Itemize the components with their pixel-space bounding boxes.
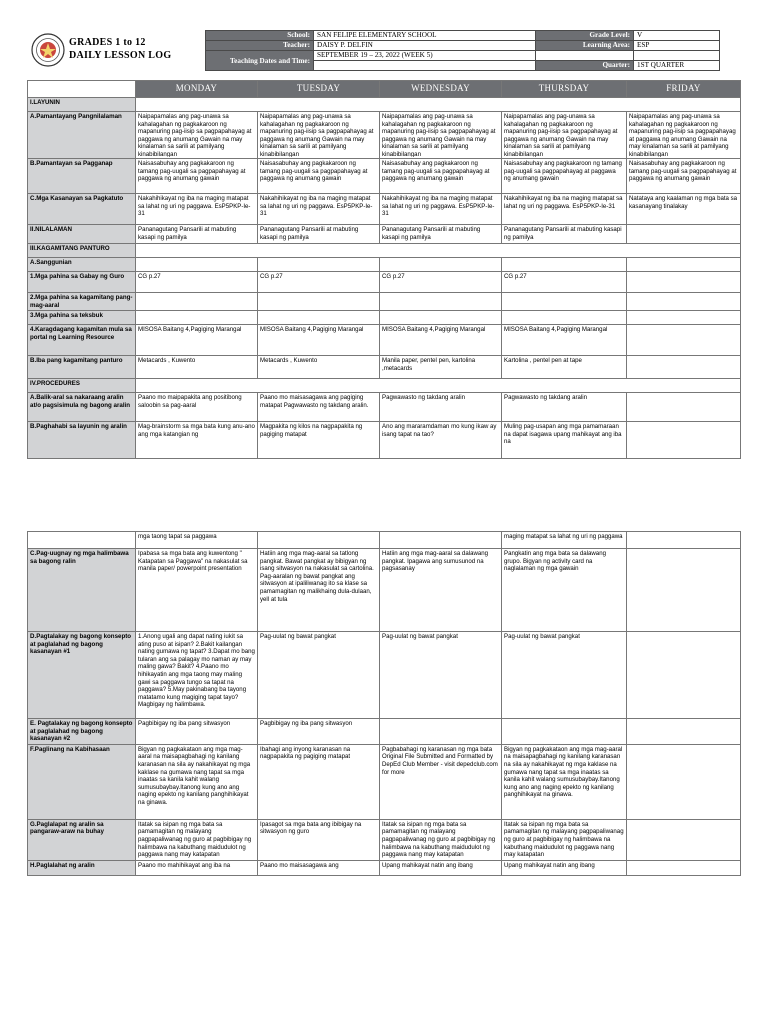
row-label (28, 532, 136, 549)
cell-text: Ibahagi ang inyong karanasan na nagpapakita ng pagiging matapat (260, 745, 351, 761)
cell-text: Metacards , Kuwento (138, 357, 196, 365)
day-header-row (28, 81, 741, 98)
cell-text: Pananagutang Pansarili at mabuting kasapi ng pamilya (138, 226, 237, 241)
cell-wednesday (380, 393, 502, 422)
cell-text: Pag-uulat ng bawat pangkat (382, 633, 458, 640)
section-label: I.LAYUNIN (28, 98, 136, 112)
cell-friday (627, 744, 741, 819)
cell-text: Naipapamalas ang pag-unawa sa kahalagahan ng pagkakaroon ng mapanuring pag-iisip sa pagpapahayag at paggawa ng anumang Gawain na may kinalaman sa sarili at pamilyang kinabibilangan (138, 113, 252, 157)
cell-friday (627, 225, 741, 244)
cell-tuesday (258, 325, 380, 356)
cell-text: Pangkatin ang mga bata sa dalawang grupo. Bigyan ng activity card na naglalaman ng mga gawain (504, 550, 606, 573)
cell-wednesday (380, 258, 502, 272)
cell-text: CG p.27 (382, 273, 405, 280)
cell-text: Nakahihikayat ng iba na maging matapat sa lahat ng uri ng paggawa. EsP5PKP-Ie-31 (382, 195, 495, 218)
day-header-friday: FRIDAY (627, 81, 741, 98)
row-label: C.Mga Kasanayan sa Pagkatuto (28, 194, 136, 225)
cell-text: Pagbibigay ng iba pang sitwasyon (138, 720, 231, 727)
cell-monday (136, 258, 258, 272)
cell-text: Naisasabuhay ang pagkakaroon ng tamang pag-uugali sa pagpapahayag at paggawa ng anumang gawain (382, 160, 490, 183)
cell-tuesday (258, 272, 380, 293)
quarter-label: Quarter: (536, 61, 634, 71)
cell-text: Naisasabuhay ang pagkakaroon ng tamang pag-uugali sa pagpapahayag at paggawa ng anumang gawain (138, 160, 246, 183)
row-label: C.Pag-uugnay ng mga halimbawa sa bagong ralin (28, 549, 136, 632)
cell-friday (627, 532, 741, 549)
brand-line-1: GRADES 1 to 12 (69, 37, 146, 48)
cell-tuesday (258, 744, 380, 819)
cell-tuesday (258, 112, 380, 159)
cell-text: Paano mo mahihikayat ang iba na (138, 861, 231, 869)
teacher-label: Teacher: (206, 41, 314, 51)
cell-text: Itatak sa isipan ng mga bata sa pamamagitan ng malayang pagpapaliwanag ng guro at pagbibigay ng halimbawa na kabuthang maidudulot ng paggawa nang may katapatan (138, 820, 252, 859)
cell-wednesday (380, 532, 502, 549)
cell-thursday (502, 225, 627, 244)
cell-text: CG p.27 (260, 273, 283, 280)
teaching-dates-label: Teaching Dates and Time: (206, 51, 314, 71)
cell-wednesday (380, 860, 502, 875)
cell-wednesday (380, 632, 502, 719)
row-label: B.Iba pang kagamitang panturo (28, 356, 136, 379)
cell-text: Paano mo maisasagawa ang pagiging matapat Pagwawasto ng takdang aralin. (260, 394, 369, 409)
cell-friday (627, 293, 741, 311)
cell-friday (627, 258, 741, 272)
cell-text: Magpakita ng kilos na nagpapakita ng pagiging matapat (260, 423, 363, 438)
cell-monday (136, 356, 258, 379)
cell-text: Nakahihikayat ng iba na maging matapat sa lahat ng uri ng paggawa. EsP5PKP-Ie-31 (260, 195, 373, 218)
cell-thursday (502, 311, 627, 325)
cell-monday (136, 632, 258, 719)
cell-text: maging matapat sa lahat ng uri ng paggawa (504, 533, 623, 540)
cell-wednesday (380, 422, 502, 459)
cell-monday (136, 293, 258, 311)
procedure-row (28, 311, 741, 325)
cell-monday (136, 194, 258, 225)
cell-monday (136, 422, 258, 459)
day-header-monday: MONDAY (136, 81, 258, 98)
cell-tuesday (258, 549, 380, 632)
procedure-row (28, 272, 741, 293)
cell-monday (136, 719, 258, 745)
cell-text: Hatiin ang mga mag-aaral sa dalawang pangkat. Ipagawa ang sumusunod na pagsasanay (382, 550, 489, 573)
procedure-row (28, 112, 741, 159)
cell-text: Paano mo maipapakita ang positibong saloobin sa pag-aaral (138, 394, 242, 409)
cell-monday (136, 860, 258, 875)
cell-text: Pagbabahagi ng karanasan ng mga bata Original File Submitted and Formatted by DepEd Club Member - visit depedclub.com for more (382, 745, 498, 776)
cell-text: Natataya ang kaalaman ng mga bata sa kasanayang tinalakay (629, 195, 738, 210)
header-info-table (205, 30, 720, 71)
cell-text: Nakahihikayat ng iba na maging matapat sa lahat ng uri ng paggawa. EsP5PKP-Ie-31 (504, 195, 623, 210)
brand-title (69, 36, 171, 62)
cell-text: Naipapamalas ang pag-unawa sa kahalagahan ng pagkakaroon ng mapanuring pag-iisip sa pagpapahayag at paggawa ng anumang Gawain na may kinalaman sa sarili at pamilyang kinabibilangan (629, 113, 736, 157)
cell-friday (627, 311, 741, 325)
cell-text: Metacards , Kuwento (260, 357, 318, 365)
cell-monday (136, 744, 258, 819)
row-label: E. Pagtalakay ng bagong konsepto at paglalahad ng bagong kasanayan #2 (28, 719, 136, 745)
row-label: B.Pamantayan sa Pagganap (28, 159, 136, 194)
procedure-row (28, 422, 741, 459)
cell-monday (136, 112, 258, 159)
cell-tuesday (258, 860, 380, 875)
cell-text: MISOSA Baitang 4,Pagiging Marangal (260, 326, 364, 334)
cell-monday (136, 393, 258, 422)
day-header-wednesday: WEDNESDAY (380, 81, 502, 98)
cell-text: Upang mahikayat natin ang ibang (504, 861, 595, 869)
grade-level-value: V (634, 31, 720, 41)
cell-friday (627, 272, 741, 293)
school-value: SAN FELIPE ELEMENTARY SCHOOL (314, 31, 536, 41)
cell-text: Pananagutang Pansarili at mabuting kasapi ng pamilya (504, 226, 622, 241)
procedure-row (28, 532, 741, 549)
cell-text: MISOSA Baitang 4,Pagiging Marangal (504, 326, 608, 334)
procedure-row (28, 860, 741, 875)
section-label: III.KAGAMITANG PANTURO (28, 244, 136, 258)
row-label: 3.Mga pahina sa teksbuk (28, 311, 136, 325)
cell-tuesday (258, 225, 380, 244)
cell-monday (136, 272, 258, 293)
cell-thursday (502, 293, 627, 311)
procedure-row (28, 293, 741, 311)
cell-thursday (502, 532, 627, 549)
cell-wednesday (380, 819, 502, 860)
daily-lesson-log-table-page-1 (27, 80, 741, 459)
learning-area-label: Learning Area: (536, 41, 634, 51)
cell-tuesday (258, 719, 380, 745)
cell-thursday (502, 258, 627, 272)
cell-text: MISOSA Baitang 4,Pagiging Marangal (138, 326, 242, 334)
cell-text: Upang mahikayat natin ang ibang (382, 861, 473, 869)
day-header-tuesday: TUESDAY (258, 81, 380, 98)
cell-friday (627, 112, 741, 159)
cell-friday (627, 194, 741, 225)
row-label: A.Balik-aral sa nakaraang aralin at/o pagsisimula ng bagong aralin (28, 393, 136, 422)
procedure-row (28, 719, 741, 745)
cell-text: Paano mo maisasagawa ang (260, 861, 339, 869)
cell-wednesday (380, 112, 502, 159)
lesson-log-header (27, 30, 720, 73)
cell-friday (627, 860, 741, 875)
school-label: School: (206, 31, 314, 41)
time-value (314, 61, 536, 71)
cell-tuesday (258, 293, 380, 311)
procedure-row (28, 356, 741, 379)
row-label: 4.Karagdagang kagamitan mula sa portal ng Learning Resource (28, 325, 136, 356)
cell-tuesday (258, 159, 380, 194)
cell-thursday (502, 112, 627, 159)
cell-thursday (502, 819, 627, 860)
row-label: A.Sanggunian (28, 258, 136, 272)
day-header-thursday: THURSDAY (502, 81, 627, 98)
deped-seal-icon (31, 33, 65, 67)
cell-text: Pagbibigay ng iba pang sitwasyon (260, 720, 353, 727)
cell-tuesday (258, 393, 380, 422)
blank-meta-2 (634, 51, 720, 61)
cell-text: Pananagutang Pansarili at mabuting kasapi ng pamilya (260, 226, 359, 241)
procedure-row (28, 225, 741, 244)
cell-thursday (502, 159, 627, 194)
cell-friday (627, 719, 741, 745)
cell-thursday (502, 422, 627, 459)
cell-text: mga taong tapat sa paggawa (138, 533, 217, 540)
cell-text: Nakahihikayat ng iba na maging matapat sa lahat ng uri ng paggawa. EsP5PKP-Ie-31 (138, 195, 251, 218)
cell-text: Naipapamalas ang pag-unawa sa kahalagahan ng pagkakaroon ng mapanuring pag-iisip sa pagpapahayag at paggawa ng anumang Gawain na may kinalaman sa sarili at pamilyang kinabibilangan (260, 113, 374, 157)
cell-tuesday (258, 194, 380, 225)
cell-text: Ano ang mararamdaman mo kung ikaw ay isang tapat na tao? (382, 423, 497, 438)
procedure-row (28, 819, 741, 860)
cell-wednesday (380, 194, 502, 225)
cell-wednesday (380, 549, 502, 632)
cell-text: Muling pag-usapan ang mga pamamaraan na dapat isagawa upang mahikayat ang iba na (504, 423, 622, 446)
cell-monday (136, 532, 258, 549)
cell-text: Itatak sa isipan ng mga bata sa pamamagitan ng malayang pagpapaliwanag ng guro at pagbibigay ng halimbawa na kabuthang maidudulot ng paggawa nang may katapatan (504, 820, 624, 859)
cell-wednesday (380, 719, 502, 745)
cell-thursday (502, 272, 627, 293)
cell-text: Pagwawasto ng takdang aralin (504, 394, 587, 402)
row-label: A.Pamantayang Pangnilalaman (28, 112, 136, 159)
cell-text: Hatiin ang mga mag-aaral sa tatlong pangkat. Bawat pangkat ay bibigyan ng isang sitwasyon na nakasulat sa cartolina. Pag-aaralan ng bawat pangkat ang sitwasyon at ipaliliwanag ito sa klase sa pamamagitan ng malikhaing dula-dulaan, yell at tula (260, 550, 374, 603)
cell-tuesday (258, 532, 380, 549)
procedure-row (28, 258, 741, 272)
section-row (28, 379, 741, 393)
cell-monday (136, 225, 258, 244)
brand-line-2: DAILY LESSON LOG (69, 50, 172, 61)
row-label: G.Paglalapat ng aralin sa pangaraw-araw na buhay (28, 819, 136, 860)
cell-text: CG p.27 (138, 273, 161, 280)
cell-text: Naisasabuhay ang pagkakaroon ng tamang pag-uugali sa pagpapahayag at paggawa ng anumang gawain (629, 160, 737, 183)
cell-thursday (502, 393, 627, 422)
cell-text: Ipasagot sa mga bata ang ibibigay na sitwasyon ng guro (260, 820, 362, 836)
cell-tuesday (258, 632, 380, 719)
row-label: F.Paglinang na Kabihasaan (28, 744, 136, 819)
cell-friday (627, 632, 741, 719)
section-blank (136, 244, 741, 258)
cell-friday (627, 159, 741, 194)
cell-wednesday (380, 356, 502, 379)
cell-text: Manila paper, pentel pen, kartolina ,metacards (382, 357, 476, 372)
procedure-row (28, 194, 741, 225)
procedure-row (28, 744, 741, 819)
cell-tuesday (258, 311, 380, 325)
cell-thursday (502, 325, 627, 356)
teaching-dates-value: SEPTEMBER 19 – 23, 2022 (WEEK 5) (314, 51, 536, 61)
cell-thursday (502, 632, 627, 719)
section-row (28, 98, 741, 112)
cell-friday (627, 549, 741, 632)
row-label: 1.Mga pahina sa Gabay ng Guro (28, 272, 136, 293)
cell-text: Pagwawasto ng takdang aralin (382, 394, 465, 402)
row-label: 2.Mga pahina sa kagamitang pang-mag-aaral (28, 293, 136, 311)
cell-monday (136, 159, 258, 194)
cell-text: Bigyan ng pagkakataon ang mga mag-aaral na maisapagbahagi ng kanilang karanasan na sila ay nakahikayat ng mga kaklase na gumawa nang tapat sa mga inaatas sa kanila kahit walang sumusubaybay.Itanong kung ano ang naging epekto ng kanilang panghihikayat na ginawa. (504, 745, 623, 799)
cell-text: Kartolina , pentel pen at tape (504, 357, 582, 365)
cell-tuesday (258, 422, 380, 459)
cell-tuesday (258, 819, 380, 860)
procedure-row (28, 325, 741, 356)
quarter-value: 1ST QUARTER (634, 61, 720, 71)
cell-friday (627, 422, 741, 459)
cell-friday (627, 393, 741, 422)
row-label: D.Pagtalakay ng bagong konsepto at paglalahad ng bagong kasanayan #1 (28, 632, 136, 719)
cell-text: Naisasabuhay ang pagkakaroon ng tamang pag-uugali sa pagpapahayag at paggawa ng anumang gawain (504, 160, 622, 183)
cell-tuesday (258, 356, 380, 379)
blank-header-cell (28, 81, 136, 98)
cell-wednesday (380, 159, 502, 194)
cell-monday (136, 325, 258, 356)
cell-text: Pag-uulat ng bawat pangkat (260, 633, 336, 640)
procedure-row (28, 393, 741, 422)
procedure-row (28, 632, 741, 719)
grade-level-label: Grade Level: (536, 31, 634, 41)
cell-text: 1.Anong ugali ang dapat nating iukit sa ating puso at isipan? 2.Bakit kailangan nating gumawa ng tapat? 3.Dapat mo bang tularan ang sa palagay mo naman ay may maling gawa? Bakit? 4.Paano mo hihikayatin ang mga taong may maling gawi sa paggawa tungo sa tapat na paggawa? 5.May pakinabang ba tayong matatamo kung magiging tapat tayo? Magbigay ng halimbawa. (138, 633, 255, 709)
cell-friday (627, 819, 741, 860)
cell-wednesday (380, 293, 502, 311)
blank-meta (536, 51, 634, 61)
section-row (28, 244, 741, 258)
cell-wednesday (380, 325, 502, 356)
row-label: B.Paghahabi sa layunin ng aralin (28, 422, 136, 459)
cell-text: Ipabasa sa mga bata ang kuwentong " Katapatan sa Paggawa" na nakasulat sa manila paper/ powerpoint presentation (138, 550, 248, 573)
daily-lesson-log-table-page-2 (27, 531, 741, 876)
cell-tuesday (258, 258, 380, 272)
cell-wednesday (380, 272, 502, 293)
learning-area-value: ESP (634, 41, 720, 51)
section-blank (136, 98, 741, 112)
cell-text: Bigyan ng pagkakataon ang mga mag-aaral na maisapagbahagi ng kanilang karanasan na sila ay nakahikayat ng mga kaklase na gumawa nang tapat sa mga inaatas sa kanila kahit walang sumusubaybay.Itanong kung ano ang naging epekto ng kanilang panghihikayat na ginawa. (138, 745, 251, 806)
cell-thursday (502, 744, 627, 819)
cell-text: MISOSA Baitang 4,Pagiging Marangal (382, 326, 486, 334)
teacher-value: DAISY P. DELFIN (314, 41, 536, 51)
cell-text: Naipapamalas ang pag-unawa sa kahalagahan ng pagkakaroon ng mapanuring pag-iisip sa pagpapahayag at paggawa ng anumang Gawain na may kinalaman sa sarili at pamilyang kinabibilangan (382, 113, 496, 157)
cell-text: Mag-brainstorm sa mga bata kung anu-ano ang mga katangian ng (138, 423, 255, 438)
cell-thursday (502, 194, 627, 225)
section-blank (136, 379, 741, 393)
cell-monday (136, 311, 258, 325)
cell-thursday (502, 549, 627, 632)
row-label: II.NILALAMAN (28, 225, 136, 244)
cell-text: Itatak sa isipan ng mga bata sa pamamagitan ng malayang pagpapaliwanag ng guro at pagbibigay ng halimbawa na kabuthang maidudulot ng paggawa nang may katapatan (382, 820, 496, 859)
cell-monday (136, 549, 258, 632)
cell-thursday (502, 719, 627, 745)
section-label: IV.PROCEDURES (28, 379, 136, 393)
cell-friday (627, 356, 741, 379)
cell-wednesday (380, 225, 502, 244)
cell-wednesday (380, 311, 502, 325)
cell-thursday (502, 356, 627, 379)
cell-monday (136, 819, 258, 860)
cell-text: Naipapamalas ang pag-unawa sa kahalagahan ng pagkakaroon ng mapanuring pag-iisip sa pagpapahayag at paggawa ng anumang Gawain na may kinalaman sa sarili at pamilyang kinabibilangan (504, 113, 618, 157)
cell-friday (627, 325, 741, 356)
cell-text: Pag-uulat ng bawat pangkat (504, 633, 580, 640)
procedure-row (28, 159, 741, 194)
cell-text: Pananagutang Pansarili at mabuting kasapi ng pamilya (382, 226, 481, 241)
cell-text: Naisasabuhay ang pagkakaroon ng tamang pag-uugali sa pagpapahayag at paggawa ng anumang gawain (260, 160, 368, 183)
row-label: H.Paglalahat ng aralin (28, 860, 136, 875)
cell-text: CG p.27 (504, 273, 527, 280)
cell-wednesday (380, 744, 502, 819)
cell-thursday (502, 860, 627, 875)
procedure-row (28, 549, 741, 632)
